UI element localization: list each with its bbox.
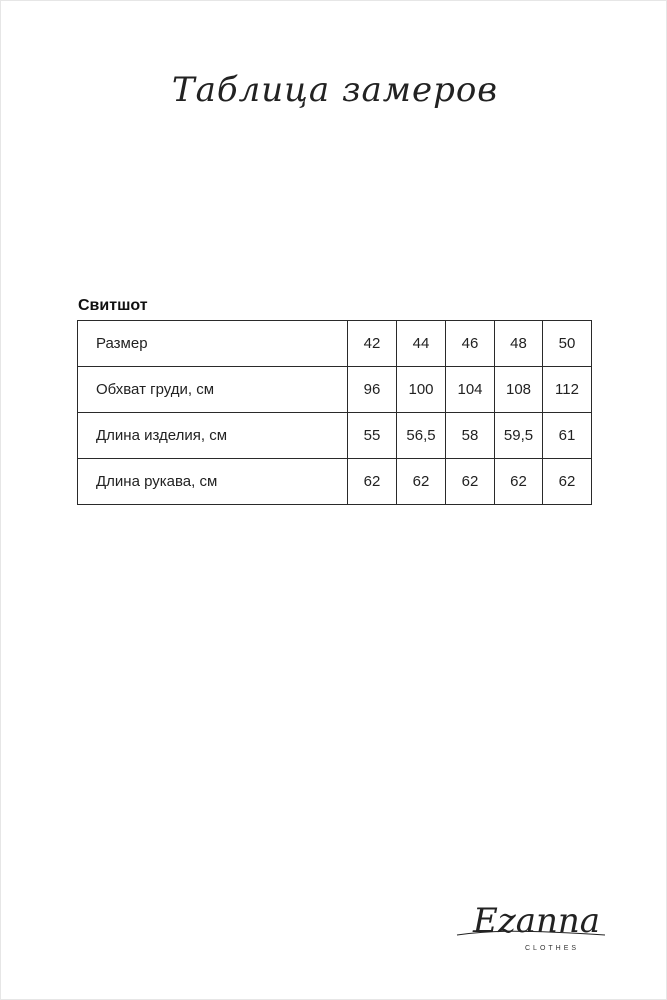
table-cell: 59,5 (495, 413, 543, 459)
table-cell: 46 (446, 321, 495, 367)
row-label: Размер (78, 321, 348, 367)
section-label: Свитшот (78, 297, 148, 314)
table-cell: 62 (446, 459, 495, 505)
table-cell: 108 (495, 367, 543, 413)
logo-subtitle: CLOTHES (525, 945, 580, 952)
size-table (77, 320, 592, 505)
table-cell: 62 (495, 459, 543, 505)
table-row (78, 367, 592, 413)
table-cell: 62 (348, 459, 397, 505)
table-cell: 62 (397, 459, 446, 505)
table-cell: 100 (397, 367, 446, 413)
row-label: Обхват груди, см (78, 367, 348, 413)
table-cell: 62 (543, 459, 592, 505)
table-cell: 104 (446, 367, 495, 413)
page-title: Таблица замеров (171, 70, 499, 110)
table-cell: 61 (543, 413, 592, 459)
table-cell: 96 (348, 367, 397, 413)
table-row (78, 321, 592, 367)
table-cell: 42 (348, 321, 397, 367)
table-cell: 58 (446, 413, 495, 459)
row-label: Длина рукава, см (78, 459, 348, 505)
table-cell: 55 (348, 413, 397, 459)
table-cell: 48 (495, 321, 543, 367)
table-cell: 112 (543, 367, 592, 413)
logo-wordmark: Ezanna (473, 901, 601, 941)
table-cell: 44 (397, 321, 446, 367)
table-row (78, 459, 592, 505)
table-cell: 50 (543, 321, 592, 367)
table-cell: 56,5 (397, 413, 446, 459)
table-row (78, 413, 592, 459)
brand-logo (455, 895, 635, 975)
row-label: Длина изделия, см (78, 413, 348, 459)
